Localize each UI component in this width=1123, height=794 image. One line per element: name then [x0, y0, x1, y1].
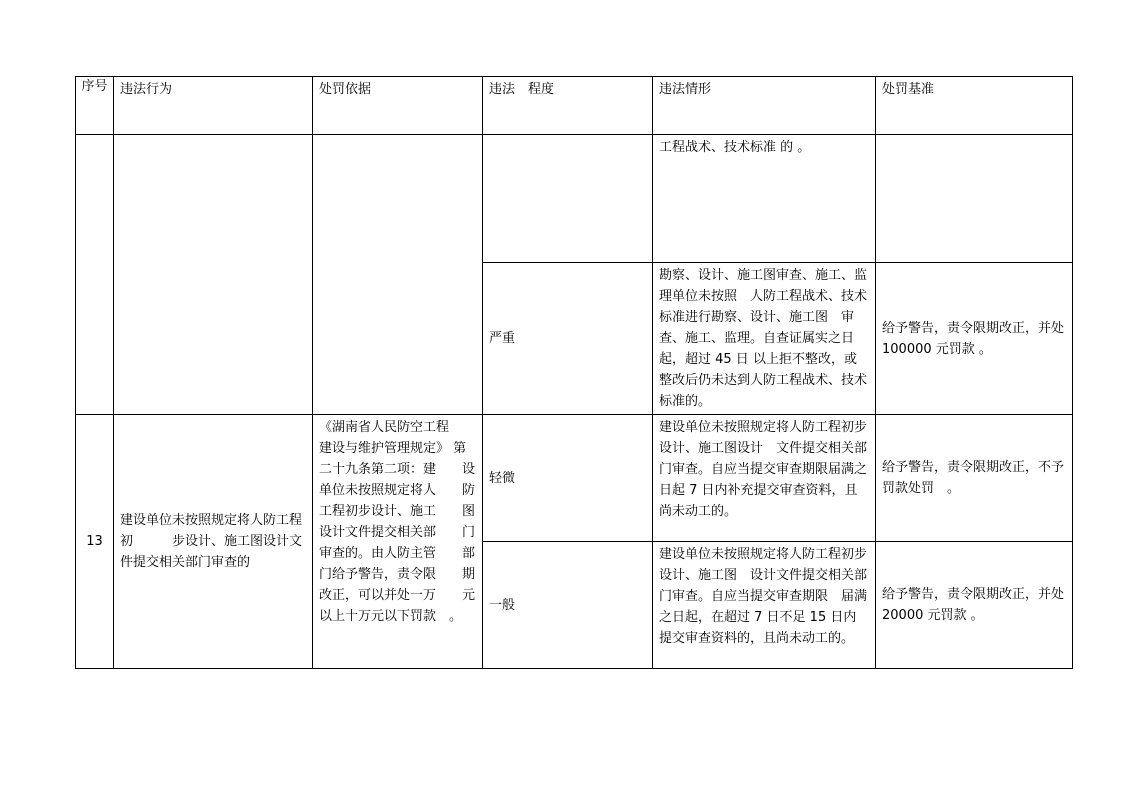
table-row	[76, 415, 1073, 542]
minor-standard: 给予警告，责令限期改正，不予罚款处罚 。	[876, 415, 1073, 542]
item13-behavior: 建设单位未按照规定将人防工程初 步设计、施工图设计文件提交相关部门审查的	[114, 415, 313, 669]
header-row	[76, 77, 1073, 135]
header-behavior: 违法行为	[114, 77, 313, 135]
general-standard: 给予警告，责令限期改正，并处 20000 元罚款 。	[876, 542, 1073, 669]
header-situation: 违法情形	[653, 77, 876, 135]
cont-basis-cell	[313, 135, 483, 415]
penalty-table	[75, 76, 1073, 669]
severe-degree: 严重	[483, 263, 653, 415]
minor-degree: 轻微	[483, 415, 653, 542]
severe-situation: 勘察、设计、施工图审查、施工、监理单位未按照 人防工程战术、技术标准进行勘察、设计、施工图 审查、施工、监理。自查证属实之日起，超过 45 日 以上拒不整改，或整改后仍未达到人防工程战术、技术标准的。	[653, 263, 876, 415]
cont-behavior-cell	[114, 135, 313, 415]
cont-degree-cell	[483, 135, 653, 263]
header-standard: 处罚基准	[876, 77, 1073, 135]
general-situation: 建设单位未按照规定将人防工程初步设计、施工图 设计文件提交相关部门审查。自应当提交审查期限 届满之日起，在超过 7 日不足 15 日内提交审查资料的，且尚未动工的。	[653, 542, 876, 669]
minor-situation: 建设单位未按照规定将人防工程初步设计、施工图设计 文件提交相关部门审查。自应当提交审查期限届满之日起 7 日内补充提交审查资料，且尚未动工的。	[653, 415, 876, 542]
severe-standard: 给予警告，责令限期改正，并处 100000 元罚款 。	[876, 263, 1073, 415]
table-row	[76, 135, 1073, 263]
header-degree: 违法 程度	[483, 77, 653, 135]
cont-situation-tail: 工程战术、技术标准 的 。	[653, 135, 876, 263]
header-basis: 处罚依据	[313, 77, 483, 135]
item13-seq: 13	[76, 415, 114, 669]
general-degree: 一般	[483, 542, 653, 669]
cont-seq-cell	[76, 135, 114, 415]
item13-basis: 《湖南省人民防空工程 建设与维护管理规定》 第二十九条第二项：建 设单位未按照规定将人 防工程初步设计、施工 图设计文件提交相关部 门审查的。由人防主管 部门给予警告，责令限 期改正，可以并处一万 元以上十万元以下罚款 。	[313, 415, 483, 669]
cont-standard-cell	[876, 135, 1073, 263]
header-seq: 序号	[76, 77, 114, 135]
